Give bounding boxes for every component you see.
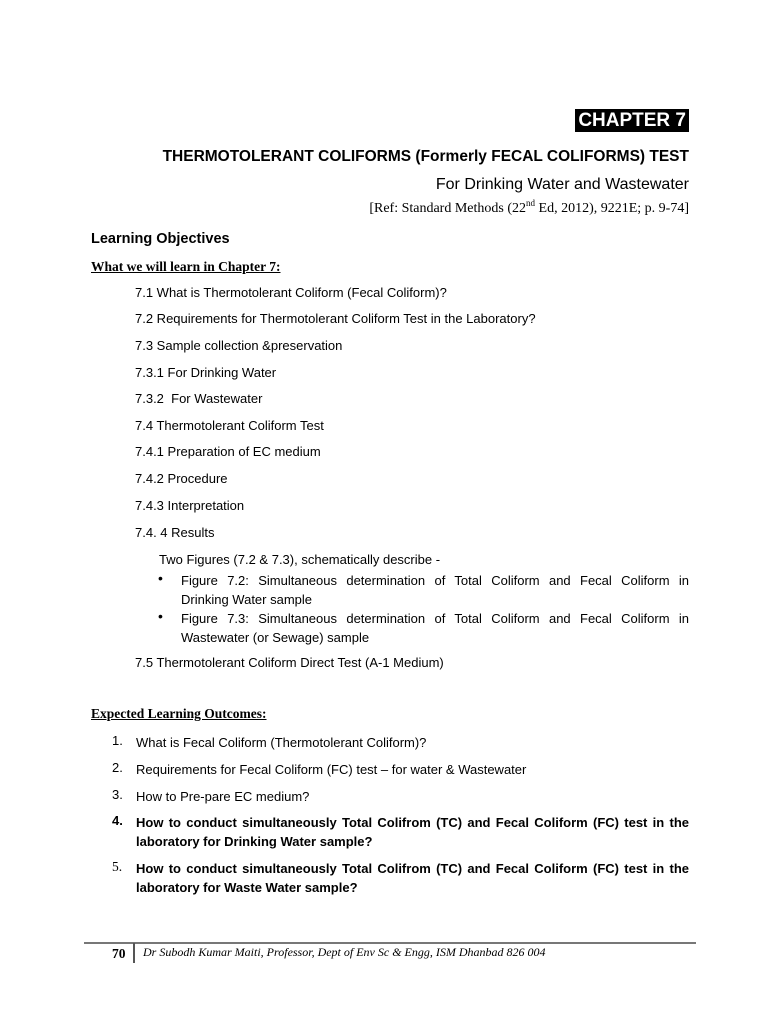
learning-objectives-heading: Learning Objectives — [91, 231, 230, 247]
learning-objectives-subheading: What we will learn in Chapter 7: — [91, 259, 281, 274]
bullet-dot: • — [158, 608, 163, 624]
figure-bullet-line: Figure 7.3: Simultaneous determination of Total Coliform and Fecal Coliform in — [181, 611, 689, 626]
figure-bullet-item — [181, 571, 689, 609]
objective-item: 7.4.2 Procedure — [135, 471, 228, 486]
outcome-item: How to Pre-pare EC medium? — [136, 789, 310, 804]
outcome-number: 4. — [112, 813, 123, 828]
outcome-item: Requirements for Fecal Coliform (FC) test – for water & Wastewater — [136, 762, 527, 777]
objective-item: 7.4.3 Interpretation — [135, 498, 245, 513]
outcome-line: How to conduct simultaneously Total Colifrom (TC) and Fecal Coliform (FC) test in the — [136, 861, 689, 876]
reference-text-start: [Ref: Standard Methods (22 — [369, 201, 527, 216]
reference-line — [369, 198, 689, 217]
outcome-item — [136, 813, 689, 851]
outcome-number: 2. — [112, 760, 123, 775]
figure-bullet-line: Drinking Water sample — [181, 592, 313, 607]
outcome-line: How to conduct simultaneously Total Colifrom (TC) and Fecal Coliform (FC) test in the — [136, 815, 689, 830]
outcome-number: 3. — [112, 787, 123, 802]
outcome-item — [136, 859, 689, 897]
chapter-title: THERMOTOLERANT COLIFORMS (Formerly FECAL COLIFORMS) TEST — [162, 148, 689, 165]
footer-rule — [84, 942, 696, 944]
objective-item: 7.1 What is Thermotolerant Coliform (Fecal Coliform)? — [135, 285, 447, 300]
outcome-line: laboratory for Waste Water sample? — [136, 880, 358, 895]
footer-divider — [133, 943, 135, 963]
page-number: 70 — [112, 946, 126, 961]
footer-author-line: Dr Subodh Kumar Maiti, Professor, Dept of Env Sc & Engg, ISM Dhanbad 826 004 — [143, 945, 546, 959]
outcome-number: 5. — [112, 859, 123, 874]
objective-item: 7.3 Sample collection &preservation — [135, 338, 343, 353]
reference-superscript: nd — [526, 198, 536, 208]
figure-bullet-item — [181, 609, 689, 647]
figure-bullet-line: Wastewater (or Sewage) sample — [181, 630, 370, 645]
outcome-line: laboratory for Drinking Water sample? — [136, 834, 373, 849]
objective-item: 7.5 Thermotolerant Coliform Direct Test (A-1 Medium) — [135, 655, 444, 670]
reference-text-end: Ed, 2012), 9221E; p. 9-74] — [535, 201, 689, 216]
objective-item: 7.4. 4 Results — [135, 525, 215, 540]
objective-item: 7.4 Thermotolerant Coliform Test — [135, 418, 324, 433]
objective-item: 7.4.1 Preparation of EC medium — [135, 444, 321, 459]
objective-item: 7.2 Requirements for Thermotolerant Coliform Test in the Laboratory? — [135, 311, 536, 326]
expected-outcomes-heading: Expected Learning Outcomes: — [91, 706, 267, 721]
outcome-item: What is Fecal Coliform (Thermotolerant Coliform)? — [136, 735, 427, 750]
objective-item: 7.3.2 For Wastewater — [135, 391, 263, 406]
chapter-subtitle: For Drinking Water and Wastewater — [435, 176, 689, 193]
figures-intro: Two Figures (7.2 & 7.3), schematically describe - — [159, 552, 441, 567]
outcome-number: 1. — [112, 733, 123, 748]
bullet-dot: • — [158, 570, 163, 586]
figure-bullet-line: Figure 7.2: Simultaneous determination of Total Coliform and Fecal Coliform in — [181, 573, 689, 588]
objective-item: 7.3.1 For Drinking Water — [135, 365, 277, 380]
chapter-label: CHAPTER 7 — [575, 109, 689, 132]
